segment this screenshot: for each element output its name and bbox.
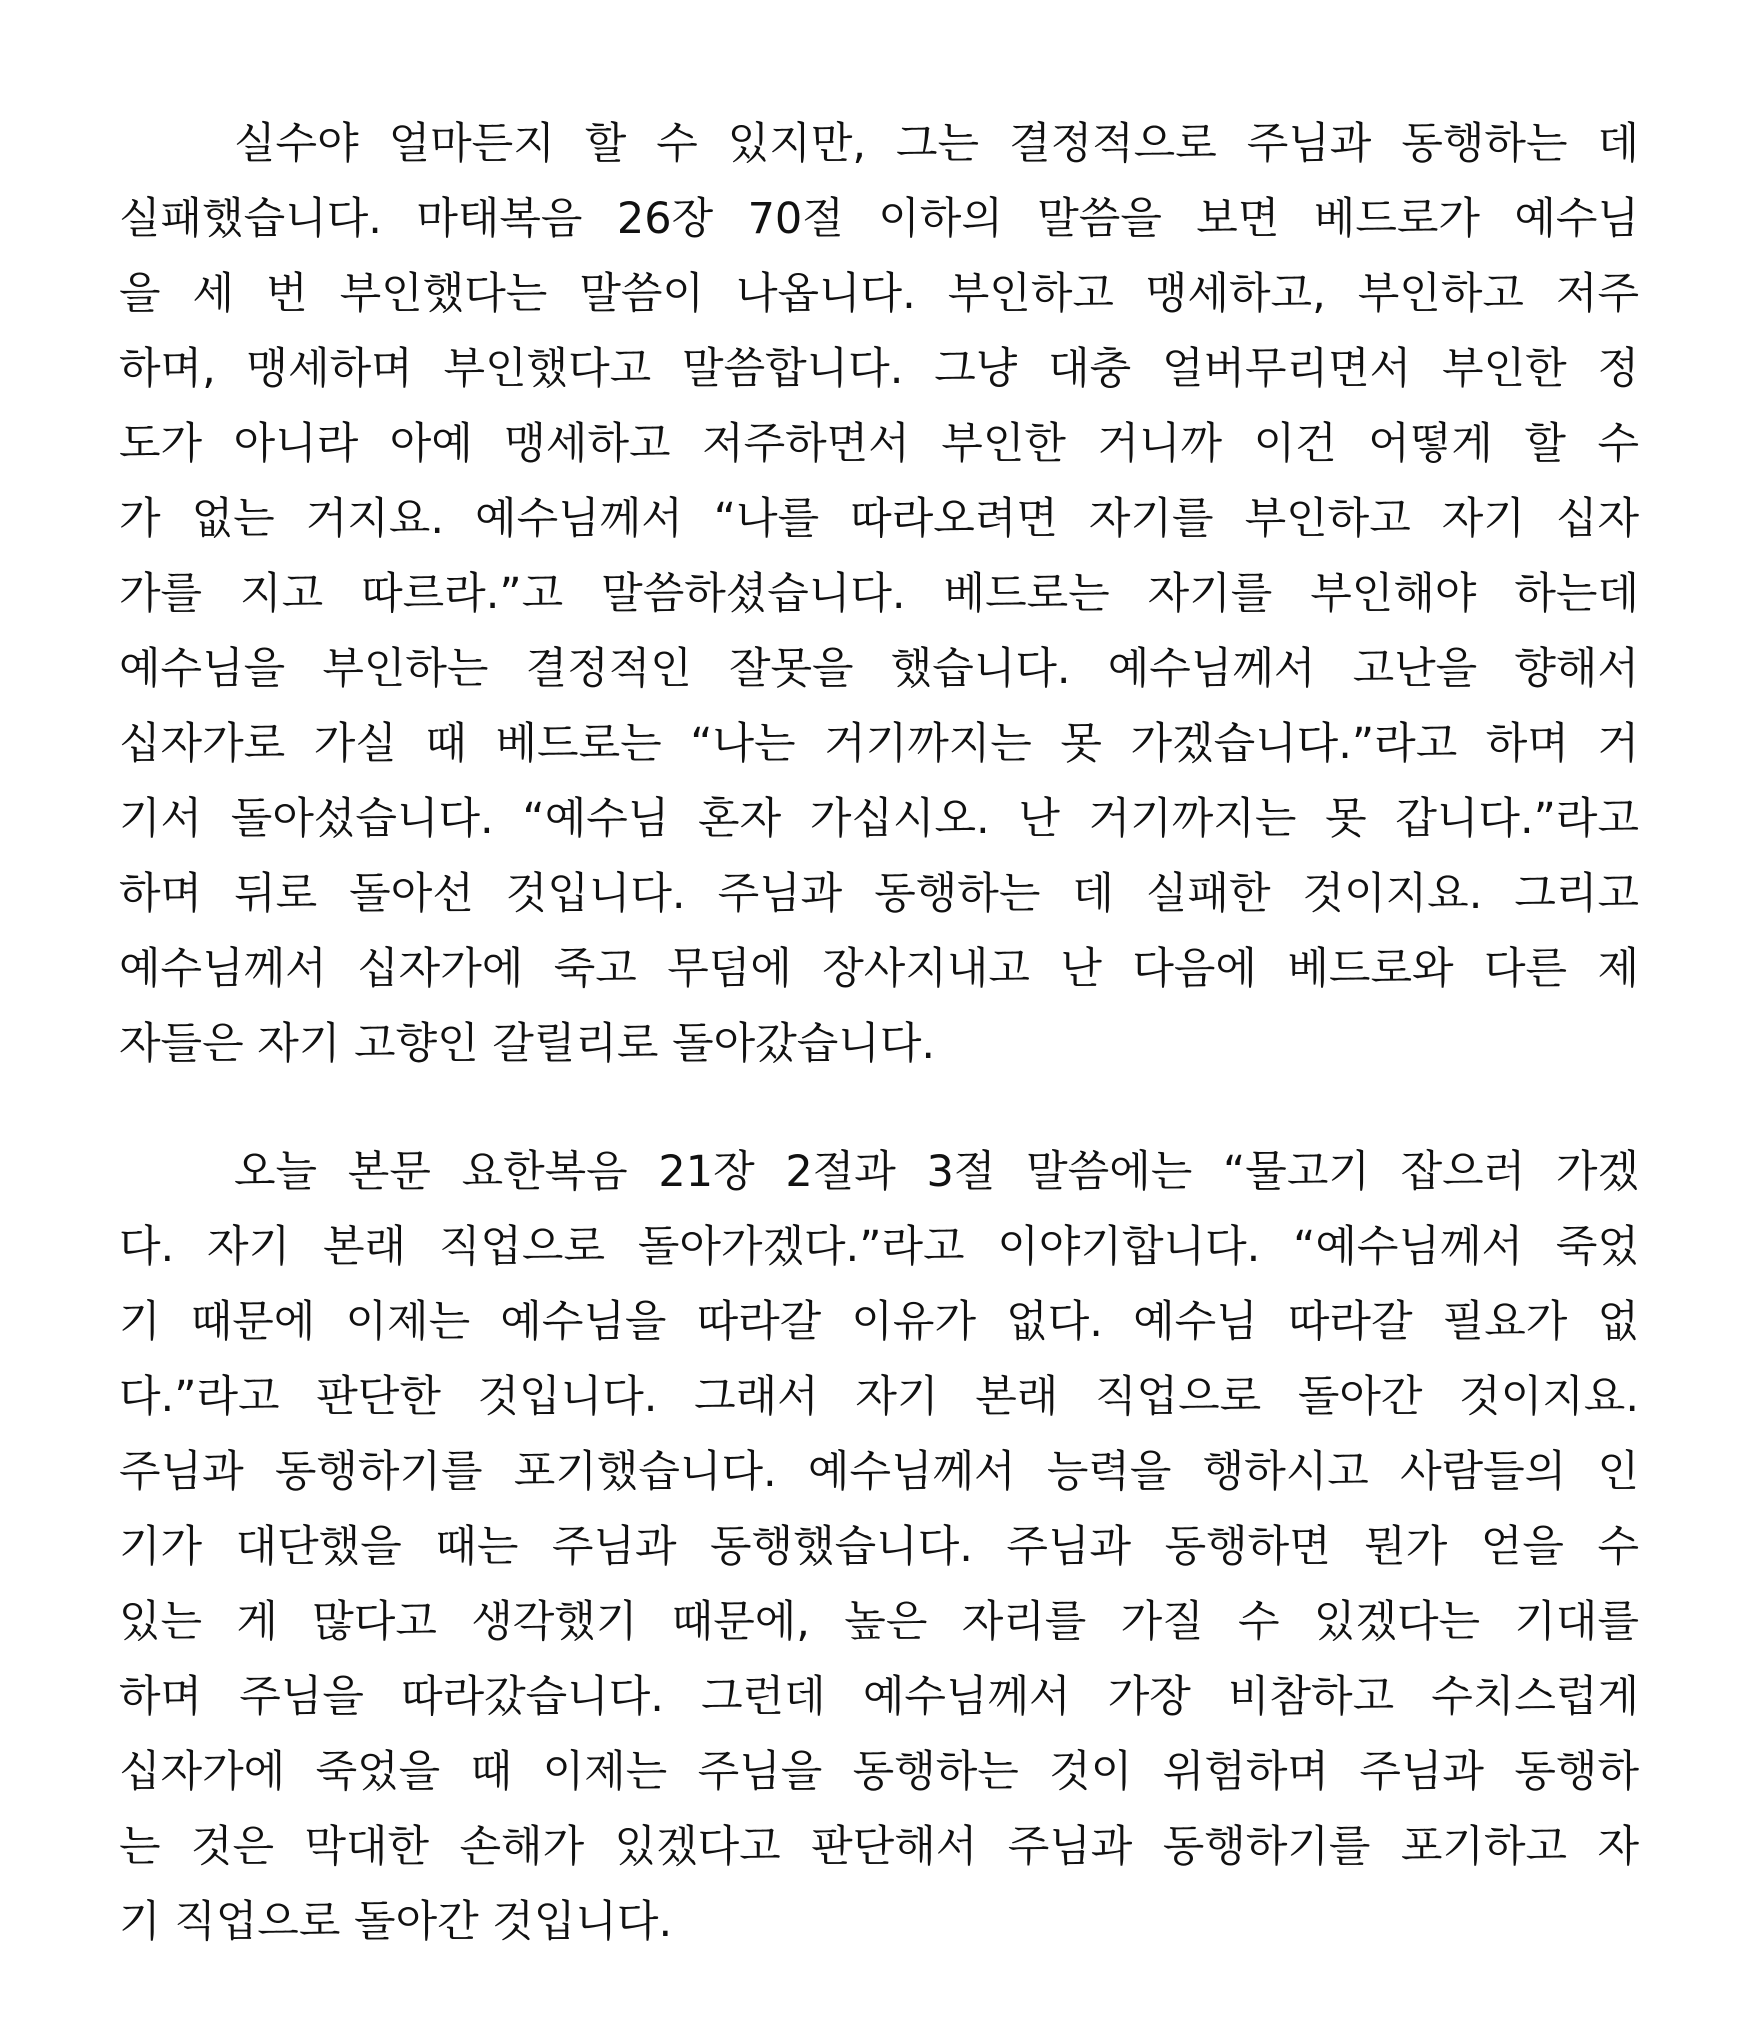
text-line: 예수님을 부인하는 결정적인 잘못을 했습니다. 예수님께서 고난을 향해서 [119,644,1639,694]
text-line: 십자가로 가실 때 베드로는 “나는 거기까지는 못 가겠습니다.”라고 하며 거 [119,719,1639,769]
text-line: 있는 게 많다고 생각했기 때문에, 높은 자리를 가질 수 있겠다는 기대를 [119,1597,1639,1647]
text-line: 다. 자기 본래 직업으로 돌아가겠다.”라고 이야기합니다. “예수님께서 죽었 [119,1222,1639,1272]
text-line: 기서 돌아섰습니다. “예수님 혼자 가십시오. 난 거기까지는 못 갑니다.”라고 [119,794,1639,844]
text-line: 가 없는 거지요. 예수님께서 “나를 따라오려면 자기를 부인하고 자기 십자 [119,494,1639,544]
text-line: 십자가에 죽었을 때 이제는 주님을 동행하는 것이 위험하며 주님과 동행하 [119,1747,1639,1797]
text-line: 자들은 자기 고향인 갈릴리로 돌아갔습니다. [119,1019,936,1069]
text-line: 을 세 번 부인했다는 말씀이 나옵니다. 부인하고 맹세하고, 부인하고 저주 [119,269,1639,319]
paragraph-2 [119,1135,1639,1960]
text-line: 기 직업으로 돌아간 것입니다. [119,1897,673,1947]
text-line: 하며, 맹세하며 부인했다고 말씀합니다. 그냥 대충 얼버무리면서 부인한 정 [119,344,1639,394]
text-line: 다.”라고 판단한 것입니다. 그래서 자기 본래 직업으로 돌아간 것이지요. [119,1372,1639,1422]
paragraph-1 [119,107,1639,1082]
text-line: 하며 뒤로 돌아선 것입니다. 주님과 동행하는 데 실패한 것이지요. 그리고 [119,869,1639,919]
text-line: 하며 주님을 따라갔습니다. 그런데 예수님께서 가장 비참하고 수치스럽게 [119,1672,1639,1722]
text-line: 실패했습니다. 마태복음 26장 70절 이하의 말씀을 보면 베드로가 예수님 [119,194,1639,244]
text-line: 기가 대단했을 때는 주님과 동행했습니다. 주님과 동행하면 뭔가 얻을 수 [119,1522,1639,1572]
text-line: 예수님께서 십자가에 죽고 무덤에 장사지내고 난 다음에 베드로와 다른 제 [119,944,1639,994]
text-line: 주님과 동행하기를 포기했습니다. 예수님께서 능력을 행하시고 사람들의 인 [119,1447,1639,1497]
text-line: 는 것은 막대한 손해가 있겠다고 판단해서 주님과 동행하기를 포기하고 자 [119,1822,1639,1872]
text-line: 오늘 본문 요한복음 21장 2절과 3절 말씀에는 “물고기 잡으러 가겠 [234,1147,1639,1197]
text-line: 도가 아니라 아예 맹세하고 저주하면서 부인한 거니까 이건 어떻게 할 수 [119,419,1639,469]
text-line: 가를 지고 따르라.”고 말씀하셨습니다. 베드로는 자기를 부인해야 하는데 [119,569,1639,619]
text-line: 기 때문에 이제는 예수님을 따라갈 이유가 없다. 예수님 따라갈 필요가 없 [119,1297,1639,1347]
text-line: 실수야 얼마든지 할 수 있지만, 그는 결정적으로 주님과 동행하는 데 [234,119,1639,169]
